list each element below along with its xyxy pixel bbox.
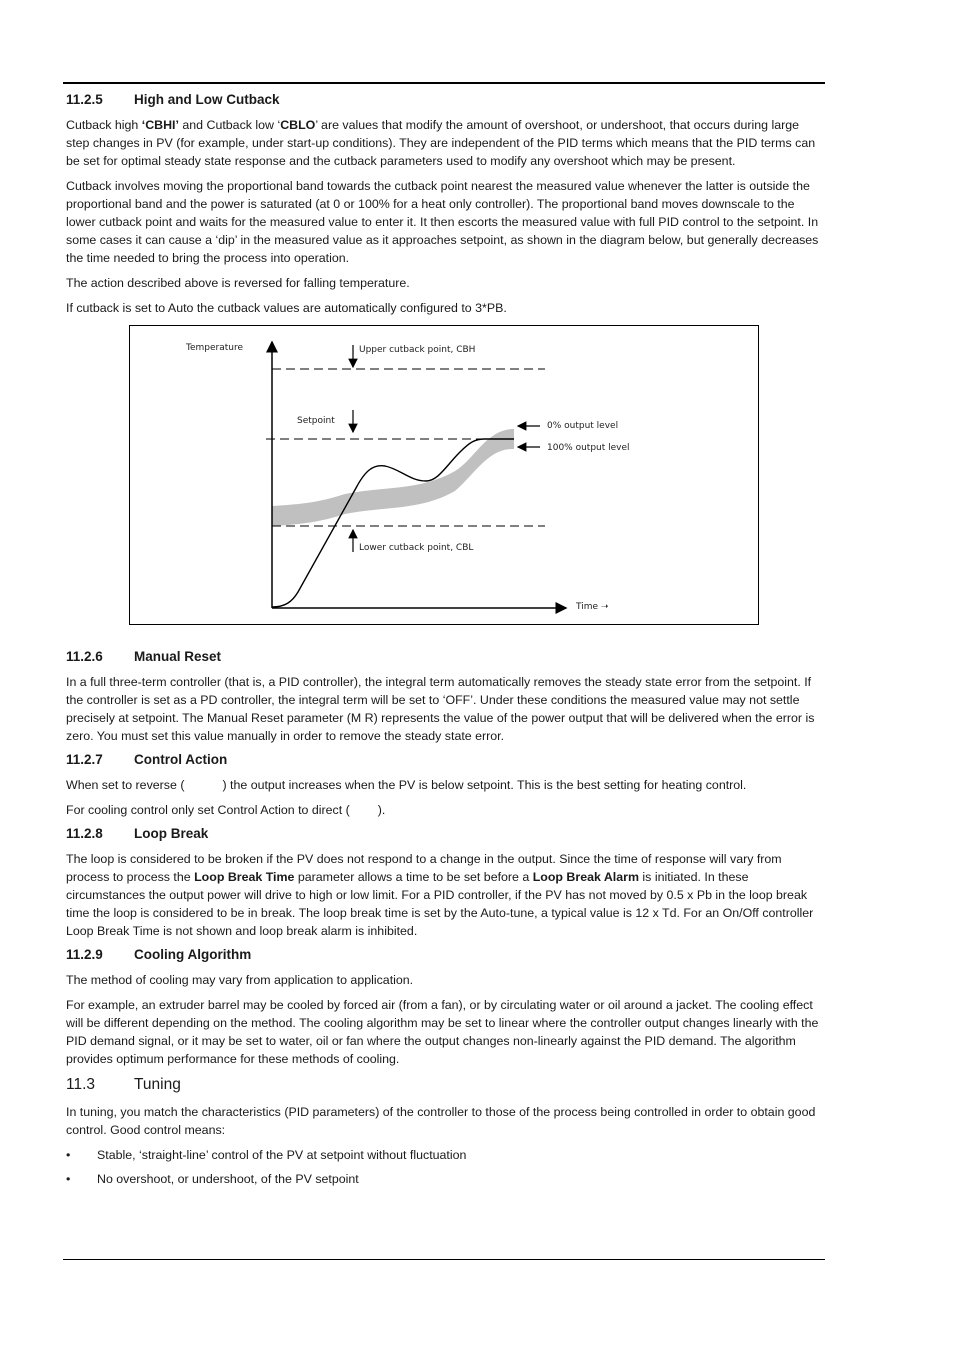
heading-11-2-7: 11.2.7 Control Action (66, 752, 228, 767)
heading-11-2-9: 11.2.9 Cooling Algorithm (66, 947, 252, 962)
paragraph: Cutback high ‘CBHI’ and Cutback low ‘CBLO’ are values that modify the amount of overshoot, or undershoot, that occurs during large step changes in PV (for example, under start-up conditions). They are independent of the PID terms which means that the PID terms can be set for optimal steady state response and the cutback parameters used to modify any overshoot which may be present. (66, 118, 816, 168)
paragraph: If cutback is set to Auto the cutback values are automatically configured to 3*PB. (66, 301, 507, 315)
paragraph: For cooling control only set Control Action to direct ( ). (66, 803, 386, 817)
heading-11-2-5: 11.2.5 High and Low Cutback (66, 92, 280, 107)
paragraph: In a full three-term controller (that is, a PID controller), the integral term automatically removes the steady state error from the setpoint. If the controller is set as a PD controller, the integral term will be set to ‘OFF’. Under these conditions the measured value may not settle precisely at setpoint. The Manual Reset parameter (M R) represents the value of the power output that will be delivered when the error is zero. You must set this value manually in order to remove the steady state error. (66, 675, 815, 743)
heading-11-2-8: 11.2.8 Loop Break (66, 826, 209, 841)
output-100-label: 100% output level (547, 443, 630, 453)
lower-cutback-label: Lower cutback point, CBL (359, 543, 474, 553)
paragraph: For example, an extruder barrel may be cooled by forced air (from a fan), or by circulating water or oil around a jacket. The cooling effect will be different depending on the method. The cooling algorithm may be set to linear where the controller output changes linearly with the PID demand signal, or it may be set to water, oil or fan where the output changes non-linearly against the PID demand. The algorithm provides optimum performance for these methods of cooling. (66, 998, 819, 1066)
upper-cutback-label: Upper cutback point, CBH (359, 345, 476, 355)
footer-rule (63, 1259, 825, 1260)
list-item: • Stable, ‘straight-line’ control of the PV at setpoint without fluctuation (66, 1146, 824, 1164)
cutback-diagram (129, 325, 759, 625)
header-rule (63, 82, 825, 84)
paragraph: In tuning, you match the characteristics (PID parameters) of the controller to those of the process being controlled in order to obtain good control. Good control means: (66, 1105, 816, 1137)
proportional-band (272, 429, 514, 526)
heading-11-3: 11.3 Tuning (66, 1076, 181, 1093)
paragraph: Cutback involves moving the proportional band towards the cutback point nearest the measured value whenever the latter is outside the proportional band and the power is saturated (at 0 or 100% for a heat only controller). The proportional band moves downscale to the lower cutback point and waits for the measured value to enter it. It then escorts the measured value with full PID control to the setpoint. In some cases it can cause a ‘dip’ in the measured value as it approaches setpoint, as shown in the diagram below, but generally decreases the time needed to bring the process into operation. (66, 179, 819, 265)
paragraph: The action described above is reversed for falling temperature. (66, 276, 410, 290)
paragraph: The method of cooling may vary from application to application. (66, 973, 414, 987)
paragraph: When set to reverse ( ) the output increases when the PV is below setpoint. This is the best setting for heating control. (66, 778, 747, 792)
page-content (66, 92, 824, 1194)
tuning-bullet-list (66, 1146, 824, 1188)
heading-11-2-6: 11.2.6 Manual Reset (66, 649, 222, 664)
output-0-label: 0% output level (547, 421, 619, 431)
setpoint-label: Setpoint (297, 416, 335, 426)
paragraph: The loop is considered to be broken if the PV does not respond to a change in the output. Since the time of response will vary from process to process the Loop Break Time parameter allows a time to be set before a Loop Break Alarm is initiated. In these circumstances the output power will drive to high or low limit. For a PID controller, if the PV has not moved by 0.5 x Pb in the loop break time the loop is considered to be in break. The loop break time is set by the Auto-tune, a typical value is 12 x Td. For an On/Off controller Loop Break Time is not shown and loop break alarm is inhibited. (66, 852, 814, 938)
list-item: • No overshoot, or undershoot, of the PV setpoint (66, 1170, 824, 1188)
y-axis-label: Temperature (186, 343, 244, 353)
time-axis-label: Time ➝ (576, 602, 609, 612)
